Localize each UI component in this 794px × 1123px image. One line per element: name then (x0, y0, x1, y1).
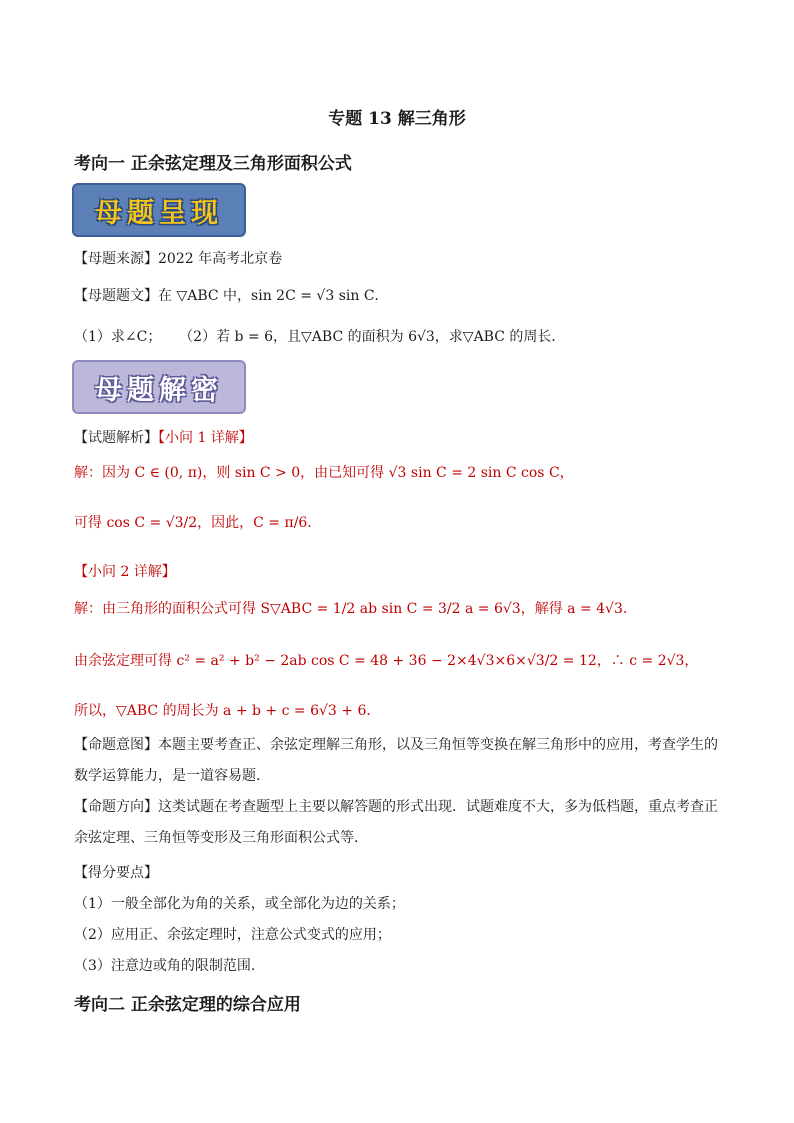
badge-problem-solution: 母题解密 (72, 360, 246, 414)
direction-label: 【命题方向】 (74, 799, 158, 815)
intent-text: 本题主要考查正、余弦定理解三角形，以及三角恒等变换在解三角形中的应用，考查学生的数学运算能力，是一道容易题. (74, 737, 718, 784)
question-parts (74, 326, 565, 346)
question-text: 在 ▽ABC 中，sin 2C = √3 sin C． (158, 288, 389, 304)
source-line (74, 248, 282, 268)
scoring-point-2: （2）应用正、余弦定理时，注意公式变式的应用； (74, 927, 391, 943)
scoring-point-1: （1）一般全部化为角的关系，或全部化为边的关系； (74, 896, 405, 912)
direction-paragraph (74, 792, 724, 854)
page-title: 专题 13 解三角形 (328, 109, 466, 129)
source-label: 【母题来源】 (74, 251, 158, 267)
solution-2-line-1: 解：由三角形的面积公式可得 S▽ABC = 1/2 ab sin C = 3/2 a = 6√3，解得 a = 4√3． (74, 601, 637, 617)
scoring-points-label: 【得分要点】 (74, 865, 158, 881)
question-line (74, 285, 389, 305)
solution-1-line-1: 解：因为 C ∈ (0, π)，则 sin C > 0，由已知可得 √3 sin C = 2 sin C cos C， (74, 465, 574, 481)
question-label: 【母题题文】 (74, 288, 158, 304)
solution-1-line-2: 可得 cos C = √3/2，因此，C = π/6． (74, 515, 322, 531)
direction-text: 这类试题在考查题型上主要以解答题的形式出现．试题难度不大，多为低档题，重点考查正余弦定理、三角恒等变形及三角形面积公式等. (74, 799, 718, 846)
sub-question-2-label: 【小问 2 详解】 (74, 564, 176, 580)
question-part-2: （2）若 b = 6，且▽ABC 的面积为 6√3，求▽ABC 的周长． (179, 329, 566, 345)
scoring-point-3: （3）注意边或角的限制范围. (74, 958, 256, 974)
analysis-heading (74, 427, 253, 447)
section-heading-1: 考向一 正余弦定理及三角形面积公式 (74, 154, 352, 174)
question-part-1: （1）求∠C； (74, 329, 162, 345)
intent-paragraph (74, 730, 724, 792)
section-heading-2: 考向二 正余弦定理的综合应用 (74, 995, 301, 1015)
solution-2-line-2: 由余弦定理可得 c² = a² + b² − 2ab cos C = 48 + 36 − 2×4√3×6×√3/2 = 12，∴ c = 2√3， (74, 653, 699, 669)
sub-question-1-label: 【小问 1 详解】 (158, 430, 253, 446)
analysis-label: 【试题解析】 (74, 430, 158, 446)
intent-label: 【命题意图】 (74, 737, 158, 753)
source-text: 2022 年高考北京卷 (158, 251, 283, 267)
solution-2-line-3: 所以，▽ABC 的周长为 a + b + c = 6√3 + 6． (74, 703, 381, 719)
badge-problem-presentation: 母题呈现 (72, 183, 246, 237)
